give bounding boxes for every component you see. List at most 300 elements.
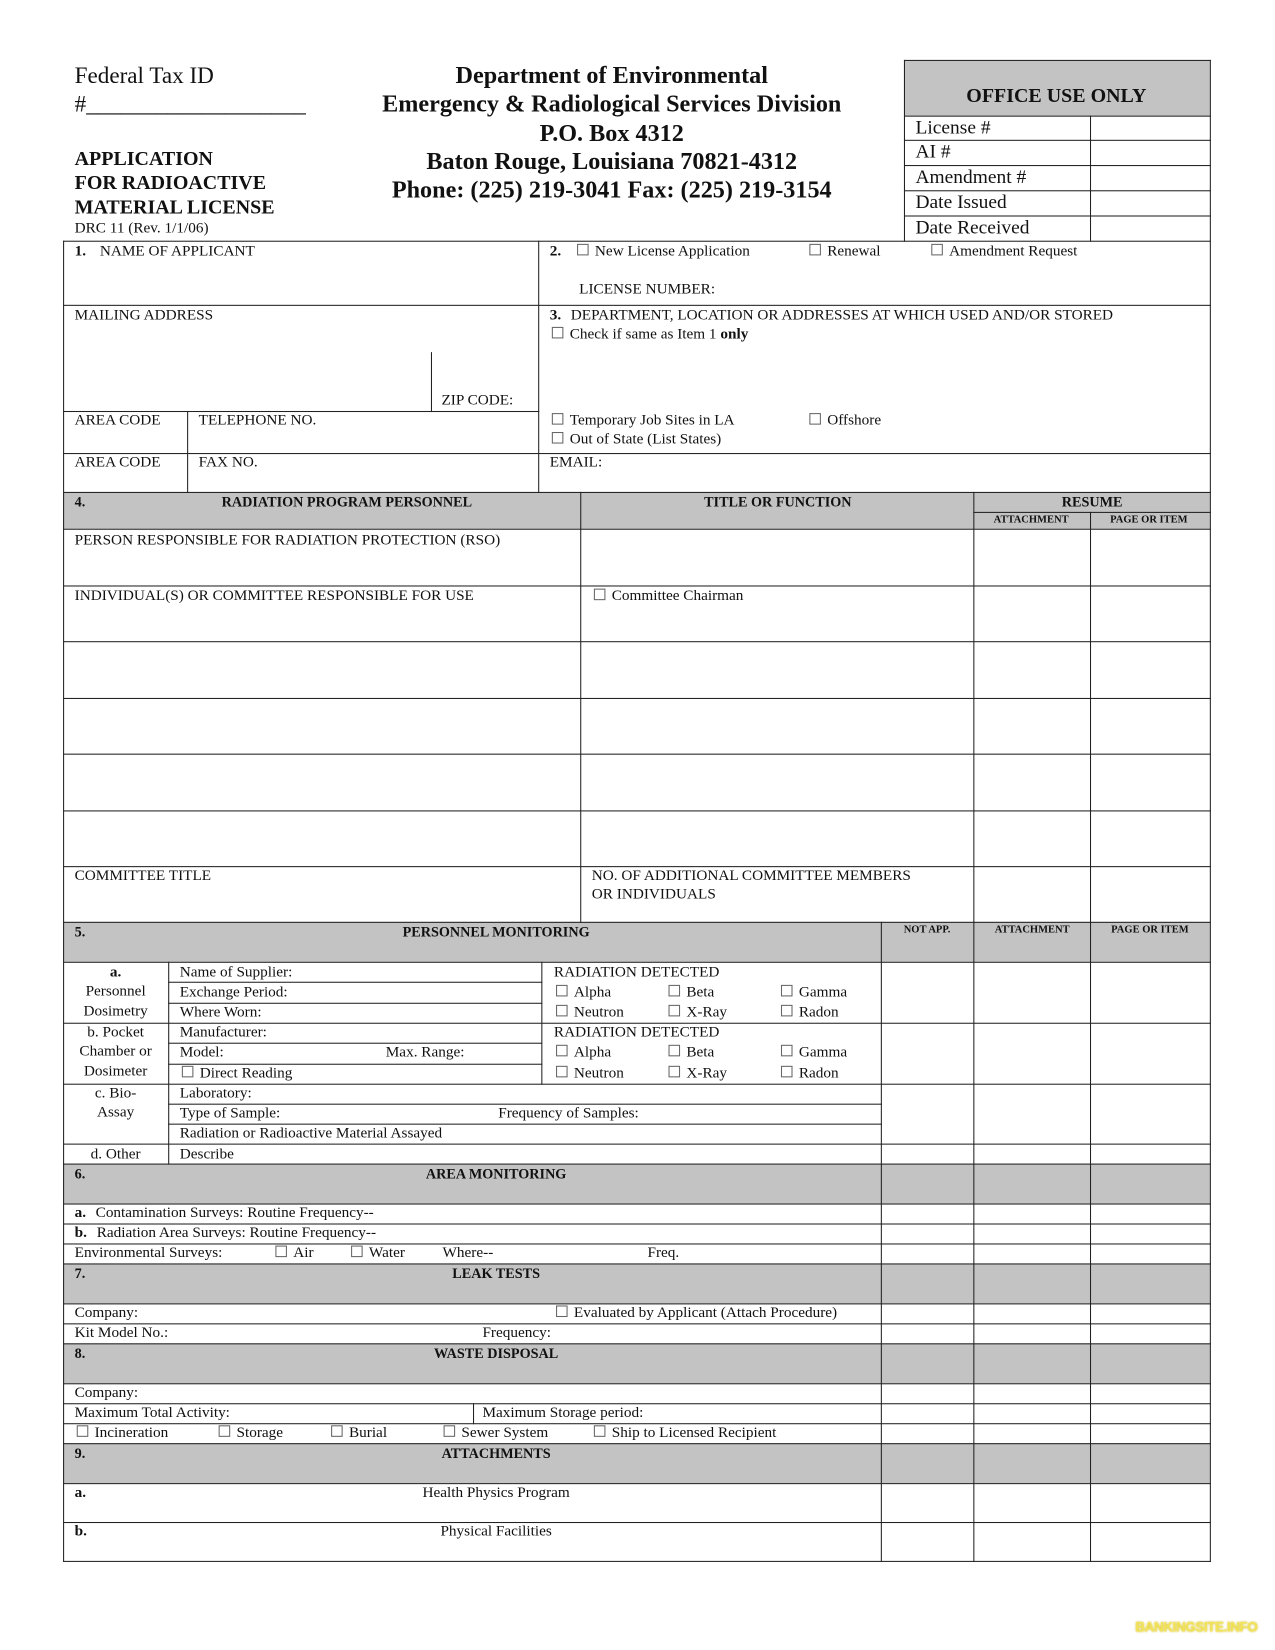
item6a-letter — [75, 1205, 86, 1222]
describe-label — [180, 1146, 234, 1163]
air-checkbox[interactable] — [275, 1245, 313, 1262]
direct-reading-checkbox[interactable] — [182, 1065, 293, 1082]
checkbox-icon[interactable] — [781, 1005, 793, 1017]
model-label-text: Model: — [179, 1043, 224, 1061]
rule-line — [904, 60, 905, 242]
checkbox-icon[interactable] — [556, 1066, 568, 1078]
section6-number — [75, 1166, 86, 1183]
item3-label-text: DEPARTMENT, LOCATION OR ADDRESSES AT WHICH USED AND/OR STORED — [570, 306, 1114, 324]
radon-checkbox-text: Radon — [798, 1003, 839, 1021]
gamma-checkbox-text: Gamma — [798, 1043, 848, 1061]
email-label-text: EMAIL: — [549, 454, 603, 471]
item1-number — [75, 243, 86, 260]
rule-line — [63, 529, 1211, 530]
bioassay-label-text: Assay — [96, 1103, 135, 1121]
item3-label — [571, 307, 1113, 324]
pocket-chamber-label-text: Chamber or — [79, 1042, 152, 1060]
checkbox-icon[interactable] — [556, 1005, 568, 1017]
section7-title-text: LEAK TESTS — [452, 1265, 540, 1282]
radiation-area-surveys-label-text: Radiation Area Surveys: Routine Frequency-- — [96, 1224, 377, 1242]
temporary-job-sites-checkbox[interactable] — [552, 412, 735, 429]
burial-checkbox[interactable] — [331, 1424, 387, 1441]
section6-title — [426, 1166, 566, 1183]
section-header-band — [63, 1263, 1210, 1303]
neutron-checkbox-text: Neutron — [573, 1064, 624, 1082]
section8-number — [75, 1345, 86, 1362]
name-of-supplier-label-text: Name of Supplier: — [179, 963, 293, 981]
rule-line — [580, 492, 581, 923]
contamination-surveys-label — [96, 1205, 374, 1222]
item9b-letter — [75, 1523, 87, 1540]
section9-number — [75, 1445, 86, 1462]
manufacturer-label-text: Manufacturer: — [179, 1023, 267, 1041]
title-or-function-header-text: TITLE OR FUNCTION — [704, 494, 852, 510]
health-physics-program-label — [422, 1484, 569, 1501]
material-assayed-label-text: Radiation or Radioactive Material Assayed — [179, 1124, 443, 1142]
frequency-of-samples-label — [498, 1105, 639, 1122]
telephone-label — [199, 412, 317, 429]
out-of-state-checkbox[interactable] — [552, 431, 721, 448]
fax-area-code-label-text: AREA CODE — [74, 454, 161, 471]
item9a-letter — [75, 1484, 86, 1501]
rule-line — [63, 1323, 1211, 1324]
kit-model-label-text: Kit Model No.: — [74, 1324, 169, 1342]
office-license-label — [916, 118, 991, 139]
alpha-checkbox-text: Alpha — [573, 1043, 612, 1061]
item6b-letter — [75, 1225, 87, 1242]
zip-code-label — [441, 392, 513, 409]
federal-tax-id-label — [75, 63, 214, 88]
form-title-text: MATERIAL LICENSE — [74, 196, 275, 219]
agency-city-text: Baton Rouge, Louisiana 70821-4312 — [426, 148, 798, 175]
area-code-label — [75, 412, 161, 429]
kit-model-label — [75, 1324, 169, 1341]
not-app-header-text: NOT APP. — [903, 923, 951, 936]
incineration-checkbox-text: Incineration — [94, 1424, 169, 1442]
form-number-text: DRC 11 (Rev. 1/1/06) — [74, 219, 209, 237]
rule-line — [538, 241, 539, 493]
physical-facilities-label-text: Physical Facilities — [440, 1523, 552, 1540]
section5-title — [403, 924, 590, 941]
agency-phone-fax-text: Phone: (225) 219-3041 Fax: (225) 219-3154 — [391, 176, 832, 203]
agency-division — [382, 90, 841, 117]
rule-line — [187, 411, 188, 493]
section5-number — [75, 924, 86, 941]
offshore-checkbox-text: Offshore — [827, 412, 882, 429]
air-checkbox-text: Air — [293, 1244, 314, 1262]
where-label-text: Where-- — [442, 1244, 494, 1262]
page-or-item-header — [1111, 922, 1188, 939]
office-ai-label-text: AI # — [915, 141, 951, 163]
office-date-issued-label — [916, 192, 1007, 213]
checkbox-icon[interactable] — [331, 1425, 343, 1437]
waste-company-label-text: Company: — [74, 1384, 139, 1402]
beta-checkbox-text: Beta — [686, 983, 715, 1001]
checkbox-icon[interactable] — [552, 432, 564, 444]
max-range-label — [386, 1044, 465, 1061]
radiation-detected-label-text: RADIATION DETECTED — [553, 1023, 720, 1041]
rule-line — [1090, 922, 1091, 1562]
section8-number-text: 8. — [74, 1345, 86, 1362]
temporary-job-sites-checkbox-text: Temporary Job Sites in LA — [569, 412, 735, 429]
checkbox-icon[interactable] — [931, 244, 943, 256]
personnel-dosimetry-label — [110, 964, 121, 981]
frequency-of-samples-label-text: Frequency of Samples: — [498, 1104, 639, 1122]
radiation-detected-label — [554, 964, 720, 981]
form-title — [75, 172, 266, 195]
checkbox-icon[interactable] — [668, 1045, 680, 1057]
new-license-checkbox[interactable] — [577, 243, 750, 260]
section5-number-text: 5. — [74, 923, 86, 940]
where-label — [443, 1245, 494, 1262]
resume-header — [1062, 494, 1123, 511]
individuals-label — [75, 588, 474, 605]
attachment-header — [995, 922, 1070, 939]
waste-company-label — [75, 1384, 139, 1401]
item9b-letter-text: b. — [74, 1523, 87, 1540]
xray-checkbox-text: X-Ray — [686, 1064, 728, 1082]
describe-label-text: Describe — [179, 1145, 234, 1163]
personnel-dosimetry-label — [83, 1003, 147, 1020]
form-title-text: FOR RADIOACTIVE — [74, 172, 267, 195]
office-use-title-text: OFFICE USE ONLY — [966, 85, 1147, 108]
rule-line — [63, 1443, 1211, 1444]
section-header-band — [63, 1164, 1210, 1204]
item2-number — [550, 243, 561, 260]
attachment-header-text: ATTACHMENT — [993, 513, 1069, 526]
checkbox-icon[interactable] — [556, 985, 568, 997]
radiation-area-surveys-label — [97, 1225, 376, 1242]
where-worn-label-text: Where Worn: — [179, 1003, 262, 1021]
section9-number-text: 9. — [74, 1445, 86, 1462]
rule-line — [63, 810, 1211, 811]
beta-checkbox[interactable] — [668, 984, 714, 1001]
renewal-checkbox-text: Renewal — [827, 242, 881, 260]
form-title — [75, 197, 275, 220]
federal-tax-id-field — [75, 91, 306, 116]
checkbox-icon[interactable] — [781, 1045, 793, 1057]
item1-number-text: 1. — [74, 242, 87, 260]
rule-line — [473, 1403, 474, 1424]
rule-line — [168, 1043, 542, 1044]
material-assayed-label — [180, 1125, 442, 1142]
section4-title — [222, 494, 472, 511]
section8-title-text: WASTE DISPOSAL — [434, 1345, 559, 1362]
rule-line — [63, 754, 1211, 755]
checkbox-icon[interactable] — [552, 327, 564, 339]
committee-title-label — [75, 867, 211, 884]
checkbox-icon[interactable] — [781, 985, 793, 997]
office-date-issued-label-text: Date Issued — [915, 192, 1007, 214]
ship-to-licensed-recipient-checkbox[interactable] — [594, 1424, 777, 1441]
agency-city — [426, 148, 797, 175]
gamma-checkbox[interactable] — [781, 1044, 847, 1061]
name-of-applicant-label-text: NAME OF APPLICANT — [99, 242, 255, 260]
checkbox-icon[interactable] — [809, 413, 821, 425]
rso-label-text: PERSON RESPONSIBLE FOR RADIATION PROTECTION (RSO) — [74, 531, 501, 549]
same-as-item1-text: Check if same as Item 1 — [569, 325, 717, 343]
item3-number-text: 3. — [549, 306, 562, 324]
section6-title-text: AREA MONITORING — [425, 1165, 567, 1182]
checkbox-icon[interactable] — [556, 1045, 568, 1057]
rule-line — [63, 241, 64, 1562]
model-label — [180, 1044, 224, 1061]
evaluated-by-applicant-checkbox-text: Evaluated by Applicant (Attach Procedure) — [573, 1304, 838, 1322]
checkbox-icon[interactable] — [594, 1425, 606, 1437]
xray-checkbox[interactable] — [668, 1004, 727, 1021]
additional-members-label — [592, 886, 716, 903]
attachment-header-text: ATTACHMENT — [994, 923, 1070, 936]
rule-line — [973, 922, 974, 1562]
name-of-applicant-label — [100, 243, 255, 260]
section9-title — [442, 1445, 551, 1462]
license-number-label-text: LICENSE NUMBER: — [579, 280, 716, 298]
leak-test-company-label-text: Company: — [74, 1304, 139, 1322]
leak-test-frequency-label-text: Frequency: — [482, 1324, 552, 1342]
rule-line — [63, 641, 1211, 642]
gamma-checkbox-text: Gamma — [798, 983, 848, 1001]
personnel-dosimetry-label-text: Personnel — [85, 982, 146, 1000]
laboratory-label-text: Laboratory: — [179, 1084, 252, 1102]
not-app-header — [904, 922, 951, 939]
only-emphasis: only — [720, 325, 749, 343]
neutron-checkbox-text: Neutron — [573, 1003, 624, 1021]
beta-checkbox-text: Beta — [686, 1043, 715, 1061]
alpha-checkbox[interactable] — [556, 984, 611, 1001]
storage-checkbox[interactable] — [219, 1424, 283, 1441]
office-license-label-text: License # — [915, 117, 991, 139]
max-total-activity-label-text: Maximum Total Activity: — [74, 1404, 230, 1422]
leak-test-frequency-label — [482, 1324, 551, 1341]
section8-title — [434, 1345, 558, 1362]
alpha-checkbox[interactable] — [556, 1044, 611, 1061]
other-label — [91, 1146, 141, 1163]
rule-line — [431, 352, 432, 412]
radiation-detected-label-text: RADIATION DETECTED — [553, 963, 720, 981]
personnel-dosimetry-label — [86, 983, 146, 1000]
pocket-chamber-label-text: Dosimeter — [83, 1062, 148, 1080]
name-of-supplier-label — [180, 964, 293, 981]
checkbox-icon[interactable] — [594, 589, 606, 601]
checkbox-icon[interactable] — [668, 1066, 680, 1078]
rule-line — [63, 1144, 1211, 1145]
ship-to-licensed-recipient-checkbox-text: Ship to Licensed Recipient — [611, 1424, 777, 1442]
contamination-surveys-label-text: Contamination Surveys: Routine Frequency-- — [95, 1204, 374, 1222]
bioassay-label — [97, 1104, 134, 1121]
max-range-label-text: Max. Range: — [385, 1043, 465, 1061]
watermark: BANKINGSITE.INFO — [1135, 1618, 1258, 1635]
checkbox-icon[interactable] — [444, 1425, 456, 1437]
pocket-chamber-label — [87, 1024, 144, 1041]
page-or-item-header — [1110, 512, 1187, 529]
additional-members-label-text: OR INDIVIDUALS — [591, 886, 716, 903]
out-of-state-checkbox-text: Out of State (List States) — [569, 430, 722, 448]
section4-number — [75, 494, 86, 511]
health-physics-program-label-text: Health Physics Program — [422, 1484, 570, 1501]
additional-members-label — [592, 867, 911, 884]
agency-name-text: Department of Environmental — [455, 62, 768, 89]
rule-line — [63, 1561, 1211, 1562]
radon-checkbox[interactable] — [781, 1065, 839, 1082]
section4-number-text: 4. — [74, 494, 86, 510]
email-label — [550, 454, 602, 471]
environmental-surveys-label — [75, 1245, 223, 1262]
additional-members-label-text: NO. OF ADDITIONAL COMMITTEE MEMBERS — [591, 867, 911, 884]
checkbox-icon[interactable] — [552, 413, 564, 425]
checkbox-icon[interactable] — [577, 244, 589, 256]
office-amendment-label — [916, 167, 1027, 188]
checkbox-icon[interactable] — [668, 1005, 680, 1017]
form-title — [75, 148, 213, 171]
rule-line — [1090, 116, 1091, 242]
water-checkbox-text: Water — [368, 1244, 405, 1262]
checkbox-icon[interactable] — [556, 1305, 568, 1317]
sewer-system-checkbox-text: Sewer System — [461, 1424, 549, 1442]
rso-label — [75, 532, 501, 549]
section7-number-text: 7. — [74, 1265, 86, 1282]
office-use-title — [966, 85, 1146, 108]
section7-title — [452, 1266, 540, 1283]
max-storage-period-label — [482, 1404, 643, 1421]
sewer-system-checkbox[interactable] — [444, 1424, 549, 1441]
xray-checkbox[interactable] — [668, 1065, 727, 1082]
rule-line — [168, 962, 169, 1165]
amendment-request-checkbox[interactable] — [931, 243, 1077, 260]
resume-header-text: RESUME — [1061, 494, 1123, 510]
item3-number — [550, 307, 561, 324]
same-as-item1-checkbox[interactable] — [552, 326, 748, 343]
rule-line — [541, 962, 542, 1085]
federal-tax-id-field-text: #___________________ — [74, 90, 306, 117]
page-or-item-header-text: PAGE OR ITEM — [1110, 513, 1188, 526]
freq-label — [647, 1245, 679, 1262]
title-or-function-header — [704, 494, 851, 511]
pocket-chamber-label — [79, 1043, 151, 1060]
checkbox-icon[interactable] — [77, 1425, 89, 1437]
rule-line — [63, 1522, 1211, 1523]
section9-title-text: ATTACHMENTS — [441, 1445, 551, 1462]
agency-phone-fax — [392, 177, 832, 204]
where-worn-label — [180, 1004, 262, 1021]
federal-tax-id-label-text: Federal Tax ID — [74, 62, 214, 89]
checkbox-icon[interactable] — [781, 1066, 793, 1078]
committee-title-label-text: COMMITTEE TITLE — [74, 867, 212, 884]
item9a-letter-text: a. — [74, 1484, 87, 1501]
agency-po-box — [540, 120, 684, 147]
office-date-received-label — [916, 218, 1030, 239]
item6a-letter-text: a. — [74, 1204, 87, 1222]
leak-test-company-label — [75, 1304, 139, 1321]
rule-line — [63, 1483, 1211, 1484]
bioassay-label — [95, 1085, 136, 1102]
rule-line — [881, 922, 882, 1562]
rule-line — [1090, 512, 1091, 923]
page-or-item-header-text: PAGE OR ITEM — [1111, 923, 1189, 936]
other-label-text: d. Other — [90, 1145, 141, 1163]
agency-division-text: Emergency & Radiological Services Division — [382, 90, 842, 117]
personnel-dosimetry-label-text: a. — [109, 963, 122, 981]
neutron-checkbox[interactable] — [556, 1004, 624, 1021]
radon-checkbox-text: Radon — [798, 1064, 839, 1082]
checkbox-icon[interactable] — [219, 1425, 231, 1437]
checkbox-icon[interactable] — [351, 1246, 363, 1258]
neutron-checkbox[interactable] — [556, 1065, 624, 1082]
pocket-chamber-label-text: b. Pocket — [87, 1023, 144, 1041]
pocket-chamber-label — [84, 1063, 147, 1080]
offshore-checkbox[interactable] — [809, 412, 881, 429]
storage-checkbox-text: Storage — [236, 1424, 284, 1442]
section5-title-text: PERSONNEL MONITORING — [402, 923, 590, 940]
committee-chairman-checkbox[interactable] — [594, 588, 744, 605]
agency-name — [456, 62, 768, 89]
zip-code-label-text: ZIP CODE: — [441, 392, 514, 409]
mailing-address-label — [75, 307, 213, 324]
exchange-period-label — [180, 984, 288, 1001]
amendment-request-checkbox-text: Amendment Request — [949, 242, 1078, 260]
license-number-label — [579, 281, 715, 298]
alpha-checkbox-text: Alpha — [573, 983, 612, 1001]
freq-label-text: Freq. — [647, 1244, 680, 1262]
rule-line — [63, 1243, 1211, 1244]
fax-area-code-label — [75, 454, 161, 471]
beta-checkbox[interactable] — [668, 1044, 714, 1061]
section-header-band — [63, 1443, 1210, 1483]
fax-label-text: FAX NO. — [198, 454, 258, 471]
section6-number-text: 6. — [74, 1165, 86, 1182]
rule-line — [63, 1164, 1211, 1165]
office-date-received-label-text: Date Received — [915, 217, 1030, 239]
checkbox-icon[interactable] — [275, 1246, 287, 1258]
physical-facilities-label — [440, 1523, 551, 1540]
individuals-label-text: INDIVIDUAL(S) OR COMMITTEE RESPONSIBLE FOR USE — [74, 587, 474, 605]
laboratory-label — [180, 1085, 252, 1102]
rule-line — [63, 698, 1211, 699]
gamma-checkbox[interactable] — [781, 984, 847, 1001]
mailing-address-label-text: MAILING ADDRESS — [74, 306, 214, 324]
max-total-activity-label — [75, 1404, 230, 1421]
type-of-sample-label-text: Type of Sample: — [179, 1104, 281, 1122]
environmental-surveys-label-text: Environmental Surveys: — [74, 1244, 223, 1262]
rule-line — [63, 1343, 1211, 1344]
office-amendment-label-text: Amendment # — [915, 167, 1027, 189]
office-ai-label — [916, 142, 951, 163]
rule-line — [63, 1383, 1211, 1384]
personnel-dosimetry-label-text: Dosimetry — [83, 1002, 148, 1020]
committee-chairman-checkbox-text: Committee Chairman — [611, 587, 744, 605]
water-checkbox[interactable] — [351, 1245, 405, 1262]
direct-reading-checkbox-text: Direct Reading — [199, 1064, 293, 1082]
checkbox-icon[interactable] — [668, 985, 680, 997]
checkbox-icon[interactable] — [809, 244, 821, 256]
manufacturer-label — [180, 1024, 267, 1041]
item2-number-text: 2. — [549, 242, 562, 260]
type-of-sample-label — [180, 1105, 281, 1122]
max-storage-period-label-text: Maximum Storage period: — [482, 1404, 644, 1422]
form-title-text: APPLICATION — [74, 148, 213, 171]
incineration-checkbox[interactable] — [77, 1424, 169, 1441]
attachment-header — [994, 512, 1069, 529]
telephone-label-text: TELEPHONE NO. — [198, 412, 317, 429]
renewal-checkbox[interactable] — [809, 243, 880, 260]
radon-checkbox[interactable] — [781, 1004, 839, 1021]
evaluated-by-applicant-checkbox[interactable] — [556, 1304, 837, 1321]
area-code-label-text: AREA CODE — [74, 412, 161, 429]
fax-label — [199, 454, 258, 471]
item6b-letter-text: b. — [74, 1224, 87, 1242]
rule-line — [904, 60, 1211, 61]
checkbox-icon[interactable] — [182, 1066, 194, 1078]
xray-checkbox-text: X-Ray — [686, 1003, 728, 1021]
